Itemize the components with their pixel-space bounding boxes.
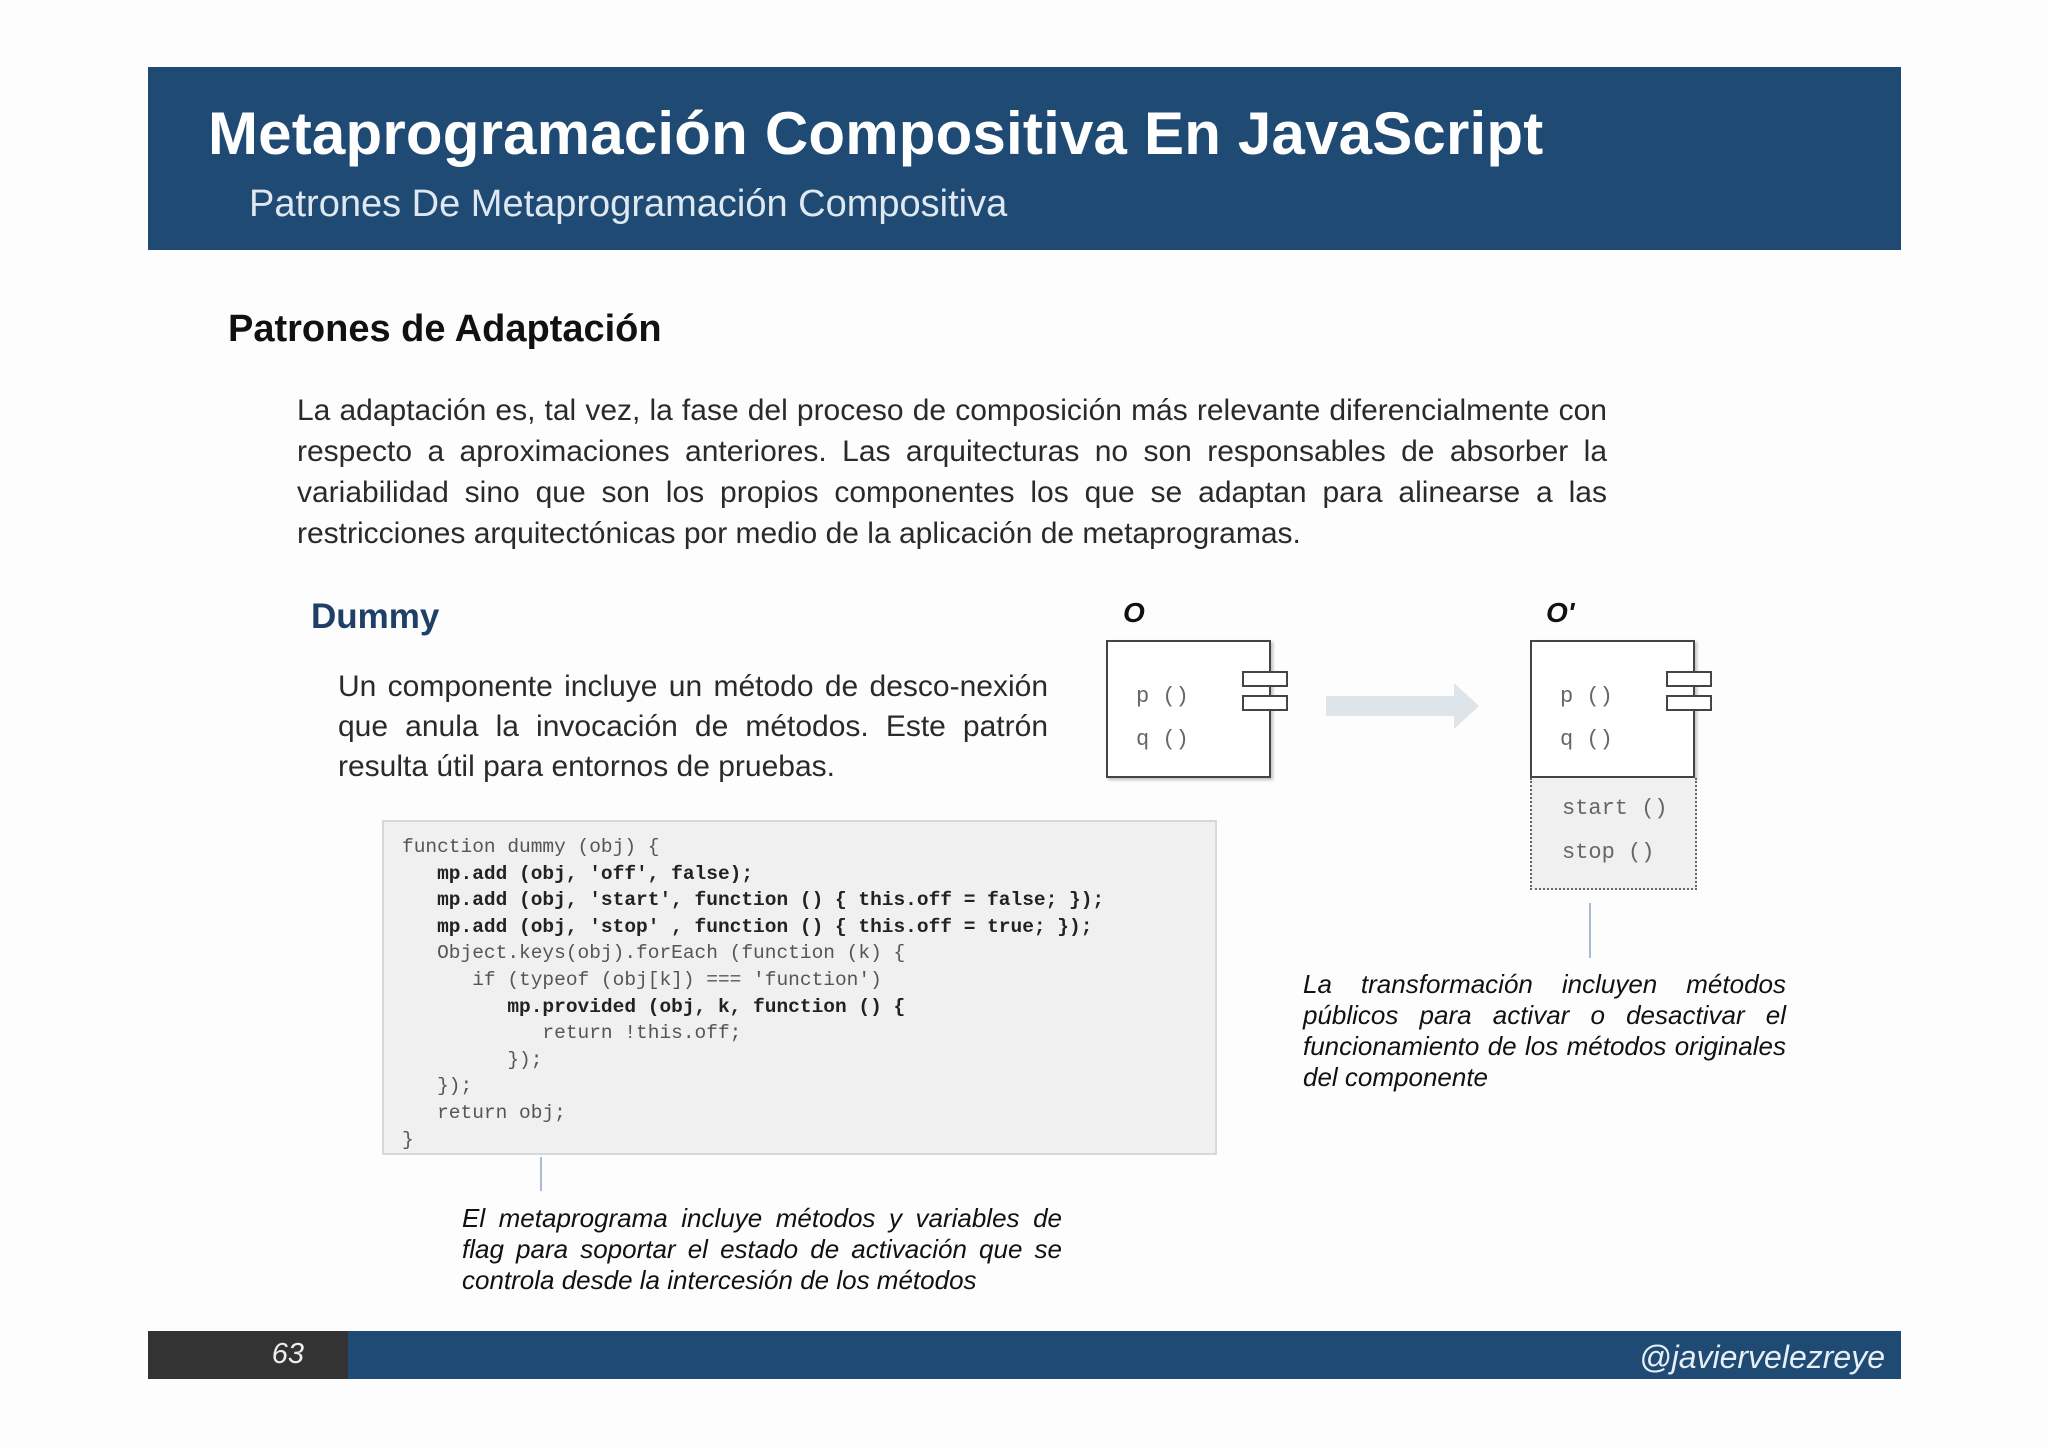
port-icon xyxy=(1242,695,1288,711)
added-methods-box xyxy=(1530,778,1697,890)
footer-bar xyxy=(348,1331,1901,1379)
slide-subtitle: Patrones De Metaprogramación Compositiva xyxy=(249,183,1008,225)
code-listing xyxy=(402,834,1104,1153)
code-line: mp.add (obj, 'off', false); xyxy=(402,862,754,885)
section-title: Patrones de Adaptación xyxy=(228,308,662,350)
component-label-target: O' xyxy=(1546,597,1575,628)
method-label: q () xyxy=(1136,727,1189,752)
code-line: Object.keys(obj).forEach (function (k) { xyxy=(402,942,906,965)
code-line: function dummy (obj) { xyxy=(402,836,660,858)
code-line: if (typeof (obj[k]) === 'function') xyxy=(402,968,882,991)
code-note: El metaprograma incluye métodos y variables de flag para soportar el estado de activación que se controla desde la intercesión de los métodos xyxy=(462,1203,1062,1295)
transform-arrow-icon xyxy=(1326,682,1481,730)
intro-paragraph: La adaptación es, tal vez, la fase del proceso de composición más relevante diferencialmente con respecto a aproximaciones anteriores. Las arquitecturas no son responsables de absorber la variabilidad sino que son los propios componentes los que se adaptan para alinearse a las restricciones arquitectónicas por medio de la aplicación de metaprogramas. xyxy=(297,394,1607,550)
code-line: return !this.off; xyxy=(402,1022,742,1045)
pattern-title: Dummy xyxy=(311,597,440,636)
code-line: }); xyxy=(402,1075,473,1098)
port-icon xyxy=(1666,671,1712,687)
code-line: mp.provided (obj, k, function () { xyxy=(402,995,906,1018)
diagram-note-leader xyxy=(1589,903,1591,958)
code-line: }); xyxy=(402,1048,543,1071)
code-block xyxy=(382,820,1217,1155)
page-number-box xyxy=(148,1331,348,1379)
diagram-note: La transformación incluyen métodos públicos para activar o desactivar el funcionamiento de los métodos originales del componente xyxy=(1303,969,1786,1092)
code-line: mp.add (obj, 'start', function () { this.off = false; }); xyxy=(402,889,1105,912)
author-handle: @javiervelezreye xyxy=(1639,1339,1885,1375)
code-line: mp.add (obj, 'stop' , function () { this.off = true; }); xyxy=(402,915,1093,938)
code-line: return obj; xyxy=(402,1101,566,1124)
pattern-description: Un componente incluye un método de desco-nexión que anula la invocación de métodos. Este patrón resulta útil para entornos de pruebas. xyxy=(338,670,1048,783)
method-label: p () xyxy=(1136,684,1189,709)
method-label: q () xyxy=(1560,727,1613,752)
header-banner xyxy=(148,67,1901,250)
method-label: p () xyxy=(1560,684,1613,709)
page-number: 63 xyxy=(271,1338,304,1370)
added-method-label: start () xyxy=(1562,796,1668,821)
component-label-source: O xyxy=(1123,597,1145,628)
added-method-label: stop () xyxy=(1562,840,1655,865)
port-icon xyxy=(1666,695,1712,711)
code-line: } xyxy=(402,1128,414,1151)
port-icon xyxy=(1242,671,1288,687)
slide-title: Metaprogramación Compositiva En JavaScript xyxy=(208,100,1544,167)
code-note-leader xyxy=(540,1157,542,1191)
